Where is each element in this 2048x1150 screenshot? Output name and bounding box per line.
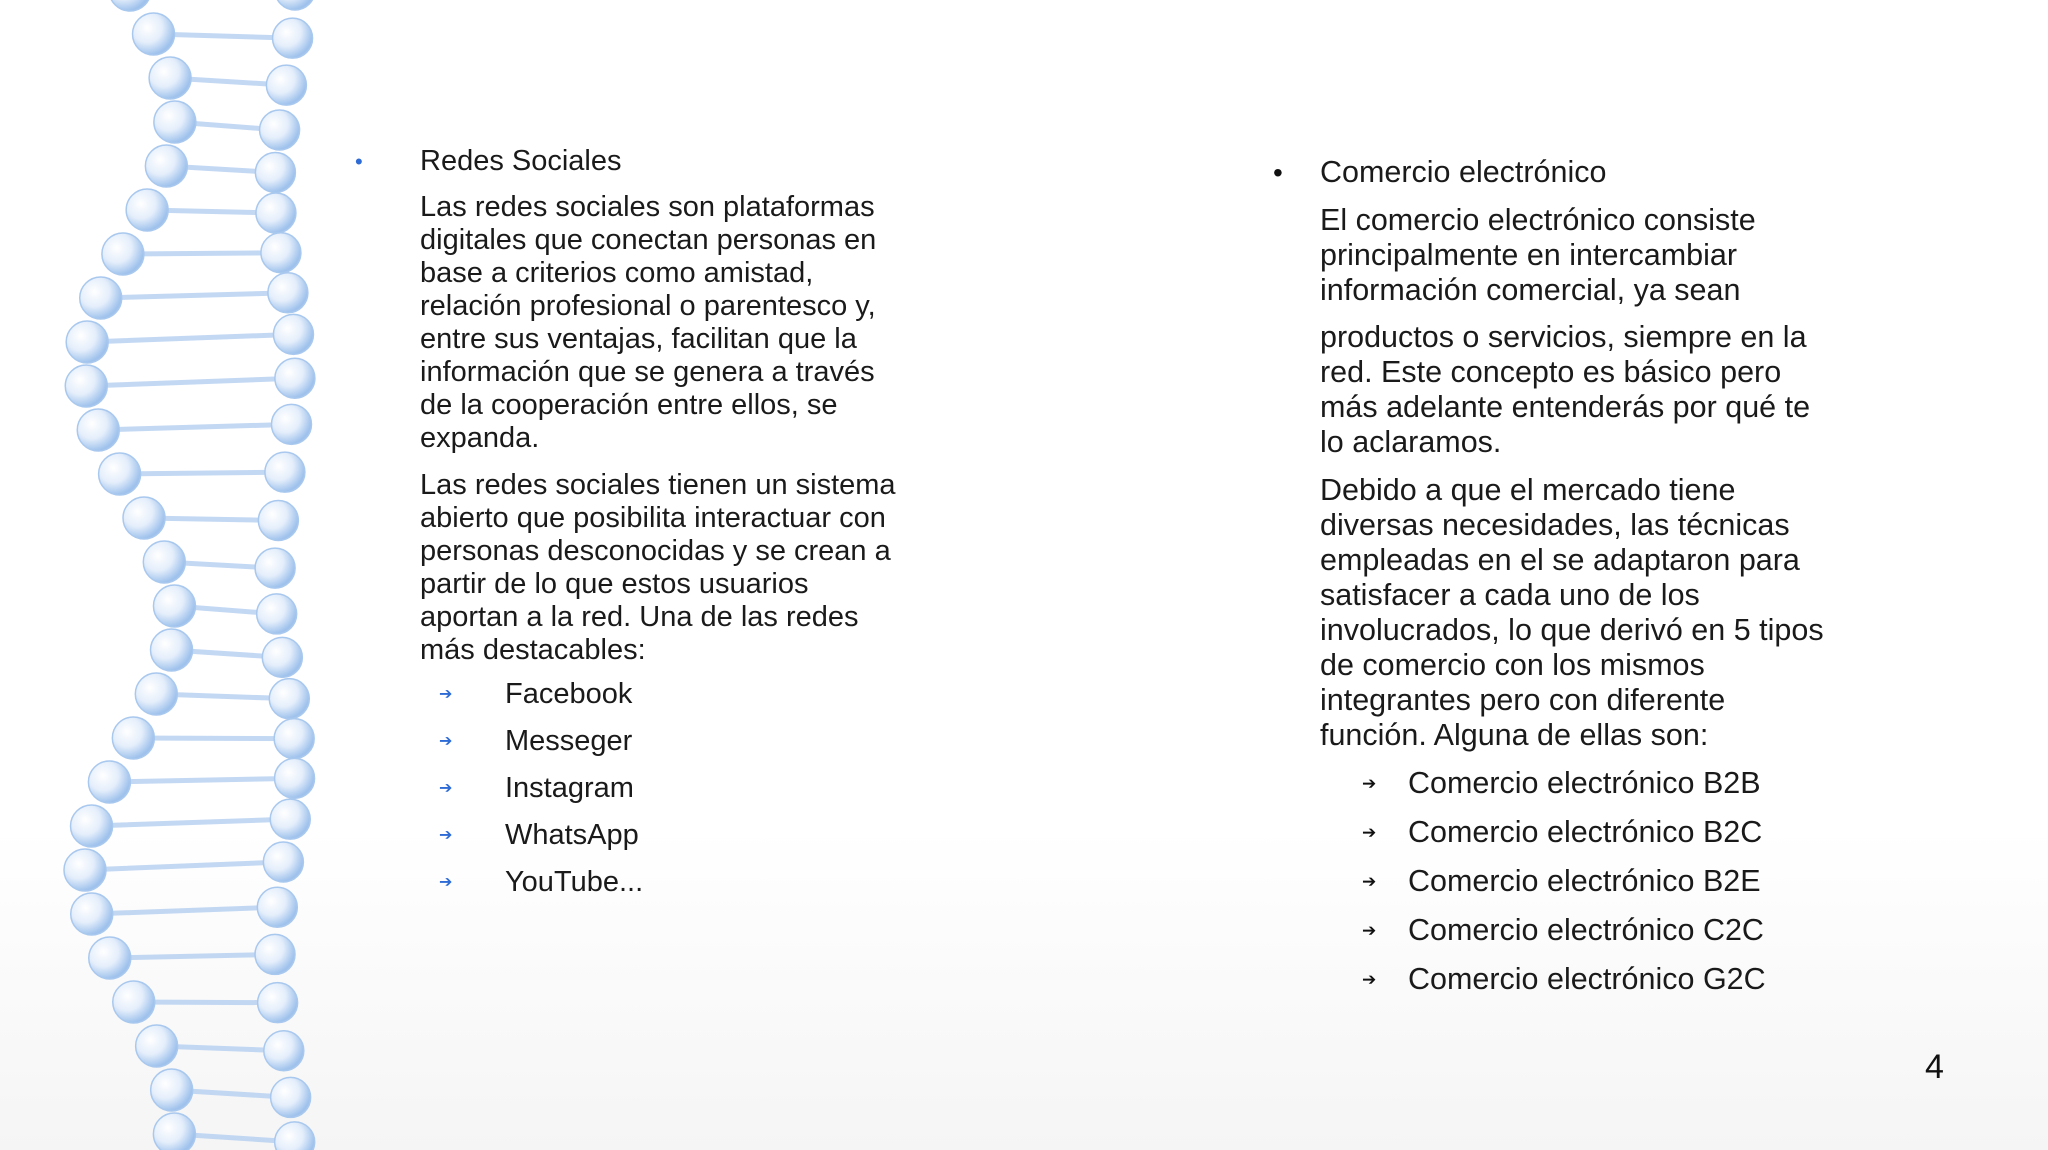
dna-sphere	[89, 937, 131, 979]
dna-sphere	[255, 934, 295, 974]
text-line: involucrados, lo que derivó en 5 tipos	[1320, 613, 1824, 647]
arrow-bullet-icon: ➔	[439, 827, 453, 844]
dna-sphere	[262, 637, 302, 677]
list-item: ➔ Comercio electrónico B2E	[1270, 857, 1870, 906]
text-line: expanda.	[420, 422, 540, 454]
dna-sphere	[113, 981, 155, 1023]
text-line: Las redes sociales son plataformas	[420, 191, 875, 223]
dna-sphere	[77, 409, 119, 451]
text-line: de comercio con los mismos	[1320, 648, 1705, 682]
dna-sphere	[266, 65, 306, 105]
dna-sphere	[151, 1069, 193, 1111]
text-line: entre sus ventajas, facilitan que la	[420, 323, 857, 355]
dna-sphere	[123, 497, 165, 539]
dna-sphere	[255, 152, 295, 192]
dna-rung	[109, 778, 294, 782]
text-line: personas desconocidas y se crean a	[420, 535, 891, 567]
list-item: ➔ YouTube...	[355, 859, 915, 906]
page-number: 4	[1925, 1048, 1944, 1086]
arrow-bullet-icon: ➔	[1362, 823, 1377, 842]
text-line: El comercio electrónico consiste	[1320, 203, 1756, 237]
list-item: ➔ Messeger	[355, 718, 915, 765]
social-networks-heading: Redes Sociales	[420, 145, 622, 177]
text-line: más adelante entenderás por qué te	[1320, 390, 1811, 424]
dna-sphere	[255, 548, 295, 588]
dna-sphere	[257, 594, 297, 634]
dna-sphere	[258, 983, 298, 1023]
dna-rung	[86, 378, 295, 386]
list-item: ➔ Facebook	[355, 671, 915, 718]
dna-sphere	[275, 358, 315, 398]
dna-rung	[92, 907, 278, 914]
text-line: productos o servicios, siempre en la	[1320, 320, 1807, 354]
dna-sphere	[71, 893, 113, 935]
text-line: lo aclaramos.	[1320, 425, 1502, 459]
dna-sphere	[112, 717, 154, 759]
text-line: más destacables:	[420, 634, 646, 666]
ecommerce-paragraph-2	[1320, 320, 1870, 460]
list-item: ➔ Comercio electrónico B2C	[1270, 808, 1870, 857]
dna-sphere	[126, 189, 168, 231]
dna-sphere	[269, 679, 309, 719]
ecommerce-types-list	[1270, 759, 1870, 1004]
dna-rung	[110, 954, 275, 958]
dna-rung	[98, 424, 291, 430]
text-line: aportan a la red. Una de las redes	[420, 601, 859, 633]
dna-sphere	[153, 1113, 195, 1150]
text-line: empleadas en el se adaptaron para	[1320, 543, 1800, 577]
dna-sphere	[257, 887, 297, 927]
dna-sphere	[153, 585, 195, 627]
ecommerce-paragraph-1	[1320, 203, 1870, 308]
text-line: información comercial, ya sean	[1320, 273, 1741, 307]
dna-sphere	[261, 233, 301, 273]
arrow-bullet-icon: ➔	[1362, 970, 1377, 989]
text-line: partir de lo que estos usuarios	[420, 568, 809, 600]
dna-sphere	[271, 1077, 311, 1117]
list-item: ➔ WhatsApp	[355, 812, 915, 859]
dna-sphere	[260, 110, 300, 150]
dna-sphere	[151, 629, 193, 671]
social-networks-column	[355, 145, 915, 906]
dna-sphere	[264, 1031, 304, 1071]
arrow-bullet-icon: ➔	[1362, 774, 1377, 793]
dna-helix-illustration	[0, 0, 330, 1150]
dna-sphere	[88, 761, 130, 803]
list-item: ➔ Comercio electrónico B2B	[1270, 759, 1870, 808]
dna-rung	[123, 253, 281, 254]
dna-rung	[101, 293, 288, 298]
dna-sphere	[275, 758, 315, 798]
dna-sphere	[265, 452, 305, 492]
dna-rung	[133, 738, 294, 739]
dna-sphere	[273, 18, 313, 58]
dna-sphere	[71, 805, 113, 847]
text-line: digitales que conectan personas en	[420, 224, 877, 256]
dna-sphere	[102, 233, 144, 275]
dna-sphere	[258, 500, 298, 540]
arrow-bullet-icon: ➔	[439, 733, 453, 750]
text-line: abierto que posibilita interactuar con	[420, 502, 886, 534]
dna-sphere	[274, 719, 314, 759]
dna-sphere	[268, 273, 308, 313]
dna-sphere	[275, 1122, 315, 1150]
list-item: ➔ Instagram	[355, 765, 915, 812]
text-line: red. Este concepto es básico pero	[1320, 355, 1782, 389]
text-line: información que se genera a través	[420, 356, 875, 388]
dna-sphere	[65, 365, 107, 407]
ecommerce-heading: Comercio electrónico	[1320, 155, 1607, 189]
dna-sphere	[133, 13, 175, 55]
arrow-bullet-icon: ➔	[1362, 872, 1377, 891]
dna-sphere	[109, 0, 151, 11]
text-line: relación profesional o parentesco y,	[420, 290, 876, 322]
ecommerce-column	[1270, 155, 1870, 1004]
dna-rung	[85, 862, 283, 870]
dna-sphere	[275, 0, 315, 10]
dna-sphere	[256, 193, 296, 233]
ecommerce-paragraph-3	[1320, 473, 1870, 753]
social-networks-paragraph-2	[420, 469, 915, 667]
text-line: Las redes sociales tienen un sistema	[420, 469, 896, 501]
dna-sphere	[99, 453, 141, 495]
arrow-bullet-icon: ➔	[439, 686, 453, 703]
bullet-icon: •	[1273, 157, 1283, 188]
dna-sphere	[149, 57, 191, 99]
arrow-bullet-icon: ➔	[439, 874, 453, 891]
dna-sphere	[270, 799, 310, 839]
text-line: integrantes pero con diferente	[1320, 683, 1726, 717]
dna-sphere	[66, 321, 108, 363]
dna-sphere	[271, 404, 311, 444]
dna-sphere	[64, 849, 106, 891]
dna-sphere	[143, 541, 185, 583]
social-networks-list	[355, 671, 915, 906]
text-line: principalmente en intercambiar	[1320, 238, 1738, 272]
dna-sphere	[263, 842, 303, 882]
dna-rung	[120, 472, 285, 474]
text-line: función. Alguna de ellas son:	[1320, 718, 1709, 752]
list-item: ➔ Comercio electrónico G2C	[1270, 955, 1870, 1004]
dna-sphere	[154, 101, 196, 143]
dna-sphere	[273, 314, 313, 354]
dna-sphere	[80, 277, 122, 319]
text-line: diversas necesidades, las técnicas	[1320, 508, 1790, 542]
dna-rung	[87, 334, 293, 342]
dna-sphere	[136, 1025, 178, 1067]
dna-sphere	[135, 673, 177, 715]
text-line: de la cooperación entre ellos, se	[420, 389, 838, 421]
bullet-icon: •	[355, 149, 363, 174]
text-line: satisfacer a cada uno de los	[1320, 578, 1700, 612]
arrow-bullet-icon: ➔	[439, 780, 453, 797]
text-line: base a criterios como amistad,	[420, 257, 814, 289]
text-line: Debido a que el mercado tiene	[1320, 473, 1736, 507]
dna-rung	[92, 819, 291, 826]
social-networks-paragraph-1	[420, 191, 915, 455]
dna-sphere	[145, 145, 187, 187]
arrow-bullet-icon: ➔	[1362, 921, 1377, 940]
list-item: ➔ Comercio electrónico C2C	[1270, 906, 1870, 955]
